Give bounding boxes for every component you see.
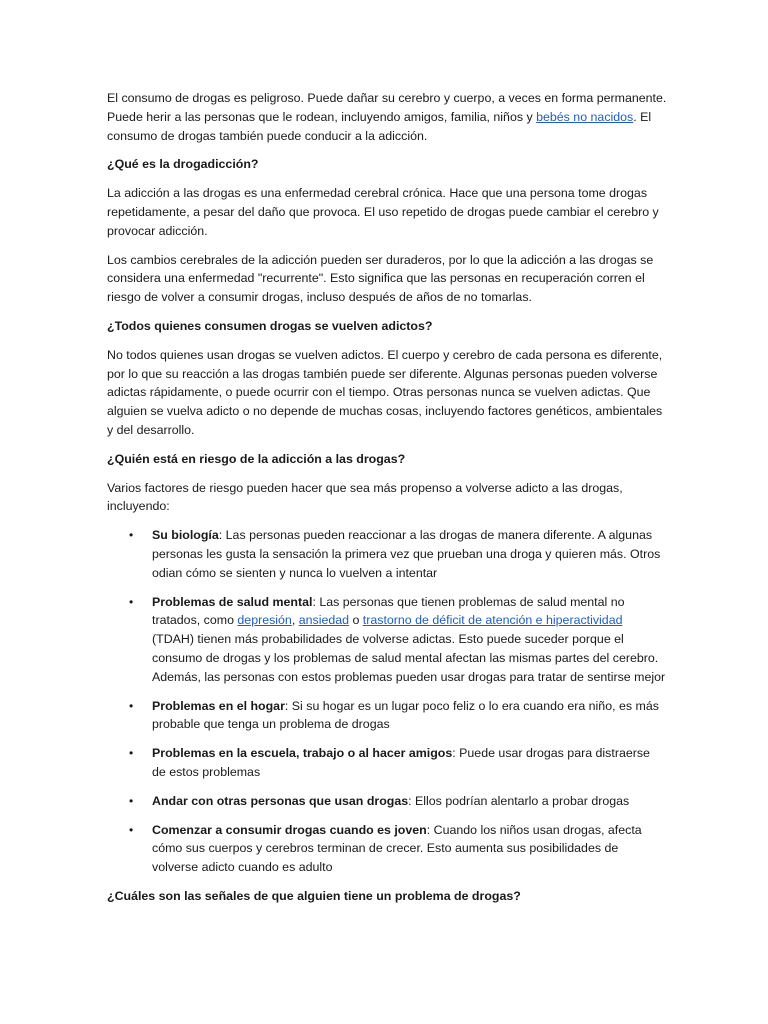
bullet-icon: • <box>129 698 134 713</box>
risk-title: Comenzar a consumir drogas cuando es joven <box>152 822 427 837</box>
risk-text: : Puede usar drogas para distraerse de estos problemas <box>152 746 650 779</box>
link-depression[interactable]: depresión <box>237 613 292 628</box>
list-item <box>107 526 667 582</box>
bullet-icon: • <box>129 793 134 808</box>
heading-warning-signs: ¿Cuáles son las señales de que alguien tiene un problema de drogas? <box>107 888 521 903</box>
bullet-icon: • <box>129 528 134 543</box>
link-unborn-babies[interactable]: bebés no nacidos <box>536 109 634 124</box>
intro-paragraph <box>107 89 667 145</box>
risk-title: Problemas en la escuela, trabajo o al hacer amigos <box>152 746 453 761</box>
link-anxiety[interactable]: ansiedad <box>298 613 350 628</box>
intro-text: El consumo de drogas es peligroso. Puede dañar su cerebro y cuerpo, a veces en forma permanente. Puede herir a las personas que le rodean, incluyendo amigos, familia, niños y <box>107 91 667 124</box>
list-item <box>107 792 667 811</box>
heading-what-is-addiction: ¿Qué es la drogadicción? <box>107 157 259 172</box>
heading-everyone-addicted: ¿Todos quienes consumen drogas se vuelven adictos? <box>107 318 433 333</box>
list-item <box>107 593 667 687</box>
risk-title: Su biología <box>152 528 219 543</box>
paragraph-not-everyone: No todos quienes usan drogas se vuelven adictos. El cuerpo y cerebro de cada persona es diferente, por lo que su reacción a las drogas también puede ser diferente. Algunas personas pueden volverse adictas rápidamente, o puede ocurrir con el tiempo. Otras personas nunca se vuelven adictas. Que alguien se vuelva adicto o no depende de muchas cosas, incluyendo factores genéticos, ambientales y del desarrollo. <box>107 347 663 437</box>
paragraph-addiction-definition: La adicción a las drogas es una enfermedad cerebral crónica. Hace que una persona tome drogas repetidamente, a pesar del daño que provoca. El uso repetido de drogas puede cambiar el cerebro y provocar adicción. <box>107 186 659 238</box>
risk-text: (TDAH) tienen más probabilidades de volverse adictas. Esto puede suceder porque el consumo de drogas y los problemas de salud mental afectan las mismas partes del cerebro. Además, las personas con estos problemas pueden usar drogas para tratar de sentirse mejor <box>152 632 666 684</box>
bullet-icon: • <box>129 746 134 761</box>
risk-title: Problemas de salud mental <box>152 594 313 609</box>
intro-text-end: . El consumo de drogas también puede conducir a la adicción. <box>107 109 652 143</box>
bullet-icon: • <box>129 594 134 609</box>
bullet-icon: • <box>129 822 134 837</box>
paragraph-relapse: Los cambios cerebrales de la adicción pueden ser duraderos, por lo que la adicción a las drogas se considera una enfermedad "recurrente". Esto significa que las personas en recuperación corren el riesgo de volver a consumir drogas, incluso después de años de no tomarlas. <box>107 252 654 305</box>
risk-title: Problemas en el hogar <box>152 698 285 713</box>
risk-text: : Las personas que tienen problemas de salud mental no tratados, como <box>152 594 625 628</box>
separator-text: , <box>291 613 299 628</box>
document-page <box>107 89 667 916</box>
link-adhd[interactable]: trastorno de déficit de atención e hiperactividad <box>362 613 623 628</box>
risk-factor-list <box>107 526 667 877</box>
risk-text: : Ellos podrían alentarlo a probar drogas <box>408 793 630 808</box>
risk-text: : Las personas pueden reaccionar a las drogas de manera diferente. A algunas personas les gusta la sensación la primera vez que prueban una droga y quieren más. Otros odian cómo se sienten y nunca lo vuelven a intentar <box>152 528 661 580</box>
list-item <box>107 697 667 735</box>
list-item <box>107 744 667 782</box>
heading-who-at-risk: ¿Quién está en riesgo de la adicción a las drogas? <box>107 451 406 466</box>
paragraph-risk-factors-intro: Varios factores de riesgo pueden hacer que sea más propenso a volverse adicto a las drogas, incluyendo: <box>107 480 623 514</box>
separator-text: o <box>349 613 363 628</box>
risk-title: Andar con otras personas que usan drogas <box>152 793 409 808</box>
list-item <box>107 821 667 877</box>
risk-text: : Si su hogar es un lugar poco feliz o lo era cuando era niño, es más probable que tenga un problema de drogas <box>152 698 659 732</box>
risk-text: : Cuando los niños usan drogas, afecta cómo sus cuerpos y cerebros terminan de crecer. Esto aumenta sus posibilidades de volverse adicto cuando es adulto <box>152 822 642 875</box>
